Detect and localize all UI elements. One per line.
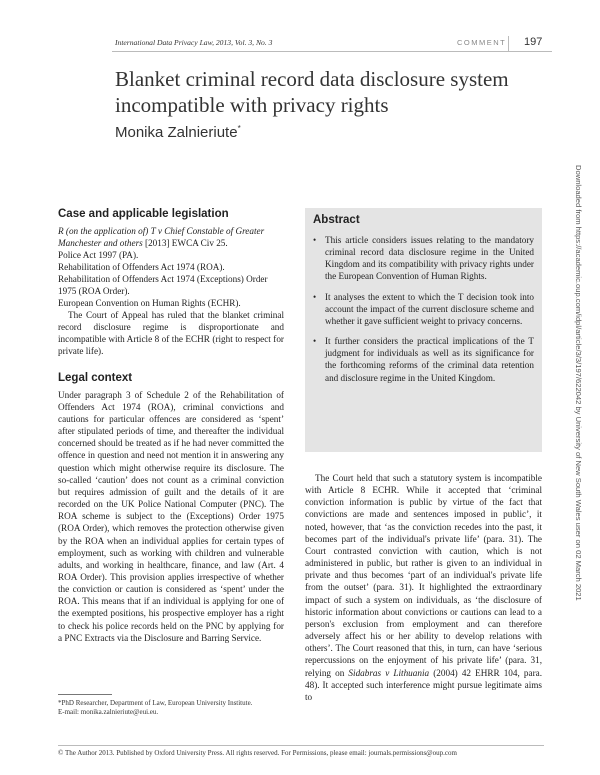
case-heading: Case and applicable legislation (58, 208, 229, 220)
abstract-box (305, 208, 542, 452)
journal-citation: International Data Privacy Law, 2013, Vol. 3, No. 3 (115, 38, 273, 47)
copyright-notice: © The Author 2013. Published by Oxford University Press. All rights reserved. For Permissions, please email: journals.permissions@oup.com (58, 749, 457, 757)
footnote-email: E-mail: monika.zalnieriute@eui.eu. (58, 708, 159, 716)
abstract-point: • It analyses the extent to which the T decision took into account the impact of the current disclosure scheme and whether it gave sufficient weight to privacy concerns. (313, 291, 534, 326)
abstract-list (313, 234, 534, 384)
case-reference: [2013] EWCA Civ 25. (142, 238, 228, 248)
left-column (58, 208, 284, 644)
download-sidenote (571, 165, 583, 740)
footnote-rule (58, 694, 112, 695)
author-footnote (58, 699, 284, 717)
body-continued (305, 472, 542, 703)
legal-context-heading: Legal context (58, 371, 133, 384)
author-footnote-mark: * (237, 124, 241, 133)
header-rule (112, 51, 552, 52)
legislation-item: Police Act 1997 (PA). (58, 250, 139, 260)
legislation-item: Rehabilitation of Offenders Act 1974 (ROA). (58, 262, 225, 272)
case-name: R (on the application of) T v Chief Constable of Greater Manchester and others (58, 226, 265, 248)
copyright-rule (58, 745, 544, 746)
bullet-icon: • (313, 291, 317, 302)
download-notice: Downloaded from https://academic.oup.com/idpl/article/3/3/197/622042 by University of New South Wales user on 02 March 2021 (574, 165, 583, 601)
case-name-italic: Sidabras v Lithuania (348, 667, 430, 678)
header-divider (508, 36, 509, 51)
article-title: Blanket criminal record data disclosure system incompatible with privacy rights (115, 67, 509, 117)
legislation-item: European Convention on Human Rights (ECHR). (58, 298, 241, 308)
abstract-point: • It further considers the practical implications of the T judgment for individuals as well as its significance for the forthcoming reforms of the criminal data retention and disclosure regime in the United Kingdom. (313, 336, 534, 383)
case-summary: The Court of Appeal has ruled that the blanket criminal record disclosure regime is disproportionate and incompatible with Article 8 of the ECHR (right to respect for private life). (58, 310, 284, 357)
section-label: COMMENT (457, 38, 507, 47)
running-header (115, 36, 545, 50)
footnote-affiliation: *PhD Researcher, Department of Law, European University Institute. (58, 699, 253, 707)
author (115, 124, 241, 141)
legal-context-text: Under paragraph 3 of Schedule 2 of the Rehabilitation of Offenders Act 1974 (ROA), criminal convictions and cautions for particular offences are considered as ‘spent’ after stipulated periods of time, and thereafter the individual concerned should be treated as if he had never committed the offence in question and need not mention it in answering any question which might otherwise require its disclosure. The so-called ‘caution’ does not count as a criminal conviction but requires admission of guilt and the details of it are recorded on the UK Police National Computer (PNC). The ROA scheme is subject to the (Exceptions) Order 1975 (ROA Order), which removes the protection otherwise given by the ROA when an individual applies for certain types of employment, such as working with children and vulnerable adults, and working in healthcare, finance, and law (Art. 4 ROA Order). This provision applies irrespective of whether the conviction or caution is considered as ‘spent’ under the ROA. This means that if an individual is applying for one of the exempted positions, his prospective employer has a right to check his police records held on the PNC by applying for a PNC Extracts via the Disclosure and Barring Service. (58, 389, 284, 643)
body-paragraph: The Court held that such a statutory system is incompatible with Article 8 ECHR. While it accepted that ‘criminal conviction information is public by virtue of the fact that convictions are made and sentences imposed in public’, it noted, however, that ‘as the conviction recedes into the past, it becomes part of the individual's private life’ (para. 31). The Court contrasted conviction with caution, which is not administered in public, but rather is given to an individual in private and thus becomes ‘part of an individual's private life from the outset’ (para. 31). It highlighted the extraordinary impact of such a system on individuals, as ‘the disclosure of historic information about convictions or cautions can lead to a person's exclusion from employment and can therefore adversely affect his or her ability to develop relations with others’. The Court reasoned that this, in turn, can have ‘serious repercussions on the enjoyment of his private life’ (para. 31, relying on Sidabras v Lithuania (2004) 42 EHRR 104, para. 48). It accepted such interference might pursue legitimate aims to (305, 473, 542, 702)
legislation-item: Rehabilitation of Offenders Act 1974 (Exceptions) Order 1975 (ROA Order). (58, 274, 268, 296)
case-citation (58, 225, 284, 249)
right-column (305, 208, 542, 703)
bullet-icon: • (313, 336, 317, 347)
legal-context-section (58, 372, 284, 644)
abstract-heading: Abstract (313, 214, 360, 226)
abstract-point: • This article considers issues relating to the mandatory criminal record data disclosure regime in the United Kingdom and its compatibility with privacy rights under the European Convention of Human Rights. (313, 235, 534, 282)
bullet-icon: • (313, 235, 317, 245)
page-number: 197 (524, 36, 543, 48)
author-name: Monika Zalnieriute (115, 124, 238, 141)
